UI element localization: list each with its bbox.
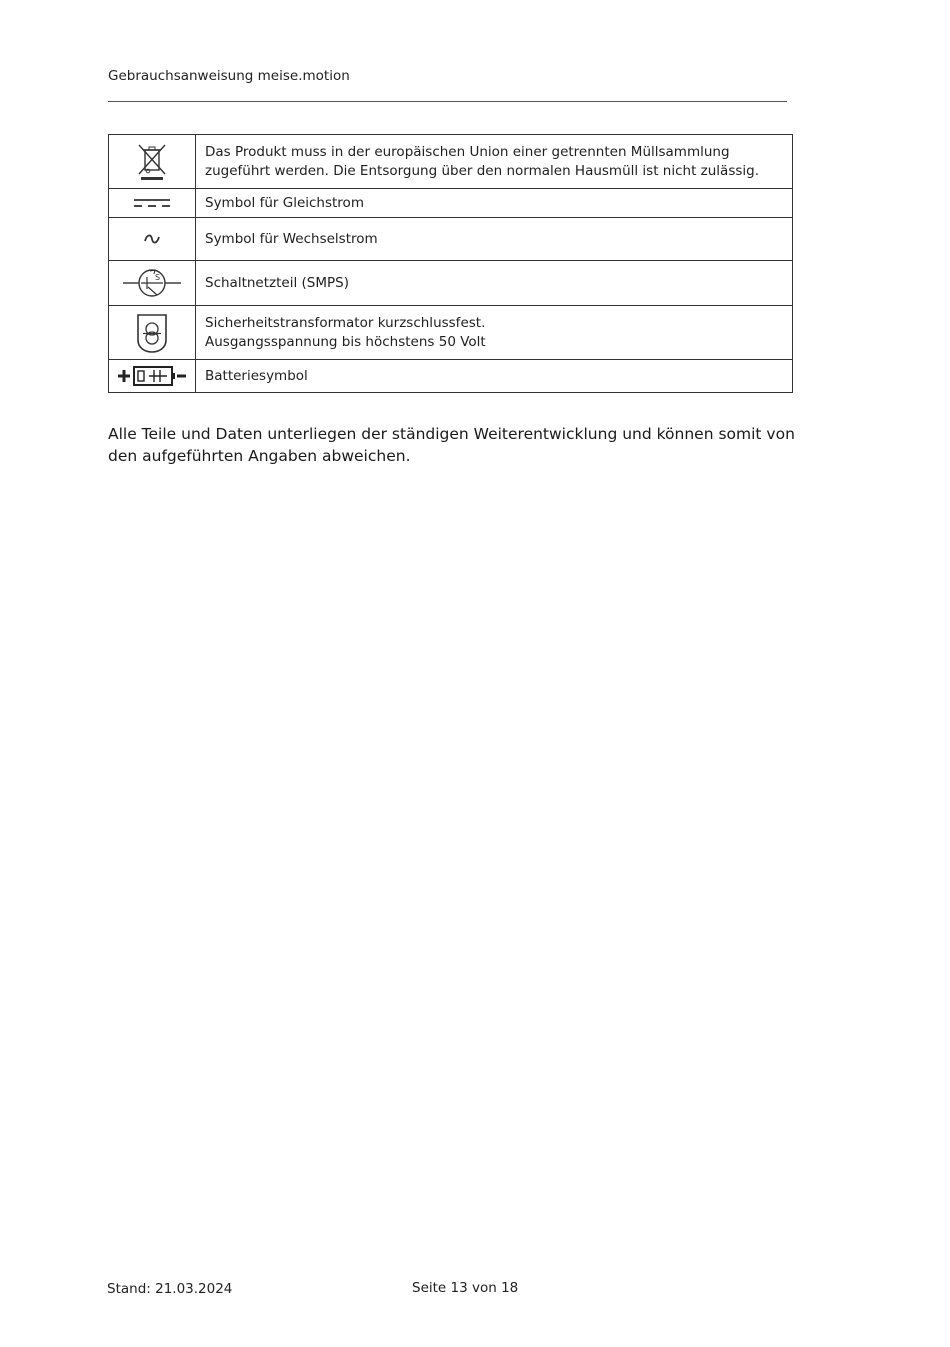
description-line: zugeführt werden. Die Entsorgung über den normalen Hausmüll ist nicht zulässig. xyxy=(205,162,760,179)
table-row xyxy=(109,135,793,189)
alternating-current-icon xyxy=(109,233,195,245)
symbol-description xyxy=(196,135,793,189)
description-line: Ausgangsspannung bis höchstens 50 Volt xyxy=(205,333,486,350)
symbol-description xyxy=(196,360,793,393)
description-line: Symbol für Gleichstrom xyxy=(205,194,364,211)
icon-cell xyxy=(109,218,196,261)
direct-current-icon xyxy=(109,197,195,209)
icon-cell xyxy=(109,360,196,393)
symbol-description xyxy=(196,189,793,218)
table-row xyxy=(109,189,793,218)
table-row xyxy=(109,360,793,393)
description-line: Schaltnetzteil (SMPS) xyxy=(205,274,349,291)
safety-transformer-icon xyxy=(109,312,195,354)
description-line: Symbol für Wechselstrom xyxy=(205,230,378,247)
header-divider xyxy=(108,101,787,102)
footer-page-number: Seite 13 von 18 xyxy=(412,1280,519,1296)
footer-date: Stand: 21.03.2024 xyxy=(107,1281,233,1297)
icon-cell xyxy=(109,261,196,306)
table-row xyxy=(109,218,793,261)
symbol-description xyxy=(196,306,793,360)
icon-cell xyxy=(109,306,196,360)
symbol-description xyxy=(196,261,793,306)
description-line: Batteriesymbol xyxy=(205,367,308,384)
crossed-out-wheelie-bin-icon xyxy=(109,142,195,182)
description-line: Sicherheitstransformator kurzschlussfest. xyxy=(205,314,486,331)
symbol-description xyxy=(196,218,793,261)
icon-cell xyxy=(109,189,196,218)
table-row xyxy=(109,306,793,360)
disclaimer-paragraph: Alle Teile und Daten unterliegen der ständigen Weiterentwicklung und können somit von den aufgeführten Angaben abweichen. xyxy=(108,425,795,465)
description-line: Das Produkt muss in der europäischen Union einer getrennten Müllsammlung xyxy=(205,143,730,160)
battery-icon xyxy=(109,365,195,387)
switch-mode-power-supply-icon xyxy=(109,265,195,301)
icon-cell xyxy=(109,135,196,189)
symbol-legend-table xyxy=(108,134,793,393)
document-header-title: Gebrauchsanweisung meise.motion xyxy=(108,68,350,84)
table-row xyxy=(109,261,793,306)
svg-text:S: S xyxy=(155,273,161,282)
